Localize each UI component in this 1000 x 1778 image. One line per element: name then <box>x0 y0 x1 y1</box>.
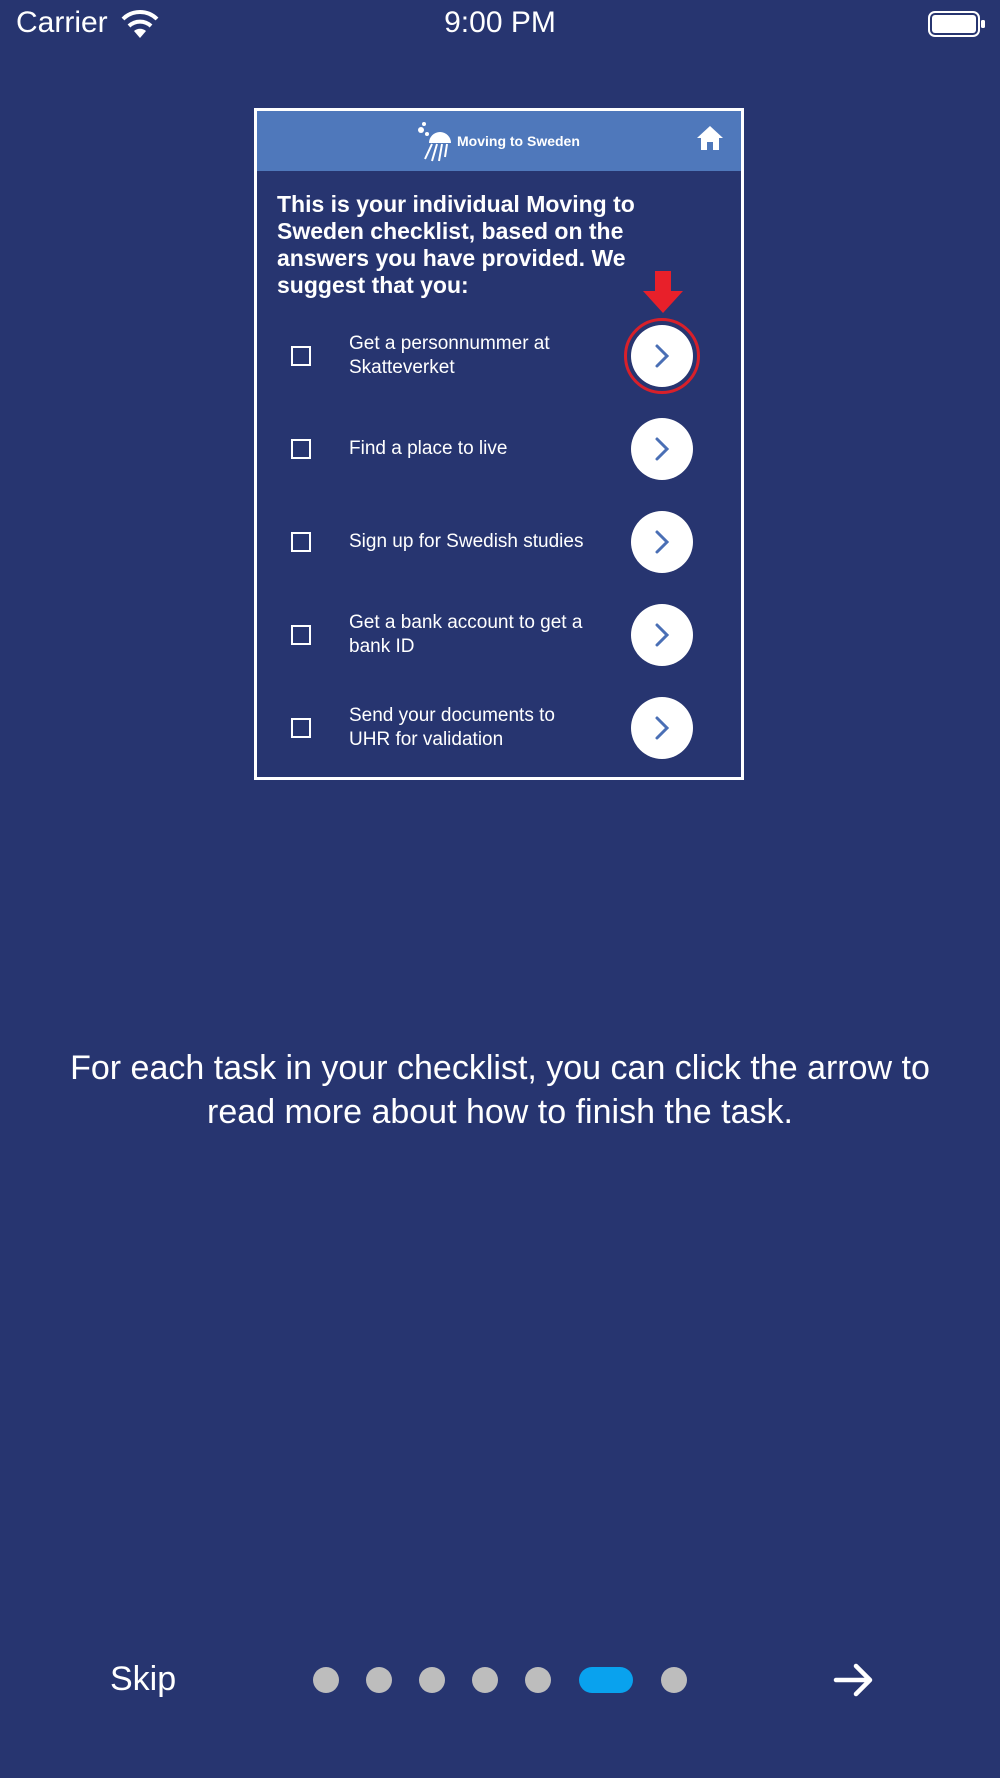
chevron-right-icon <box>649 343 675 369</box>
next-arrow-button[interactable] <box>832 1658 876 1702</box>
chevron-right-icon <box>649 622 675 648</box>
task-row <box>257 693 741 763</box>
task-arrow-button <box>631 511 693 573</box>
task-label: Get a bank account to get a bank ID <box>349 612 583 657</box>
task-row <box>257 507 741 577</box>
chevron-right-icon <box>649 436 675 462</box>
page-dot-active[interactable] <box>579 1667 633 1693</box>
task-row <box>257 600 741 670</box>
pointer-arrow-icon <box>641 271 685 315</box>
task-checkbox <box>291 532 311 552</box>
brand-name: Moving to Sweden <box>457 133 580 149</box>
task-checkbox <box>291 346 311 366</box>
carrier-label: Carrier <box>16 6 108 39</box>
task-checkbox <box>291 439 311 459</box>
page-dot[interactable] <box>419 1667 445 1693</box>
task-label: Get a personnummer at Skatteverket <box>349 333 550 378</box>
checklist-preview-card <box>254 108 744 780</box>
onboarding-nav <box>0 1640 1000 1720</box>
task-list <box>257 111 741 777</box>
task-label: Send your documents to UHR for validation <box>349 705 555 750</box>
page-dot[interactable] <box>366 1667 392 1693</box>
task-arrow-button <box>631 604 693 666</box>
skip-button[interactable]: Skip <box>110 1660 177 1698</box>
task-arrow-button <box>631 418 693 480</box>
task-checkbox <box>291 718 311 738</box>
task-label: Sign up for Swedish studies <box>349 531 584 552</box>
status-bar <box>0 0 1000 50</box>
task-checkbox <box>291 625 311 645</box>
chevron-right-icon <box>649 529 675 555</box>
task-arrow-button <box>631 697 693 759</box>
chevron-right-icon <box>649 715 675 741</box>
clock: 9:00 PM <box>444 6 556 39</box>
battery-icon <box>928 10 986 38</box>
checklist-intro: This is your individual Moving to Sweden checklist, based on the answers you have provided. We suggest that you: <box>277 191 635 298</box>
task-row <box>257 321 741 391</box>
page-dot[interactable] <box>313 1667 339 1693</box>
task-arrow-button <box>631 325 693 387</box>
page-dot[interactable] <box>525 1667 551 1693</box>
task-row <box>257 414 741 484</box>
task-label: Find a place to live <box>349 438 508 459</box>
page-dot[interactable] <box>661 1667 687 1693</box>
page-dot[interactable] <box>472 1667 498 1693</box>
onboarding-instruction: For each task in your checklist, you can click the arrow to read more about how to finish the task. <box>70 1049 930 1131</box>
